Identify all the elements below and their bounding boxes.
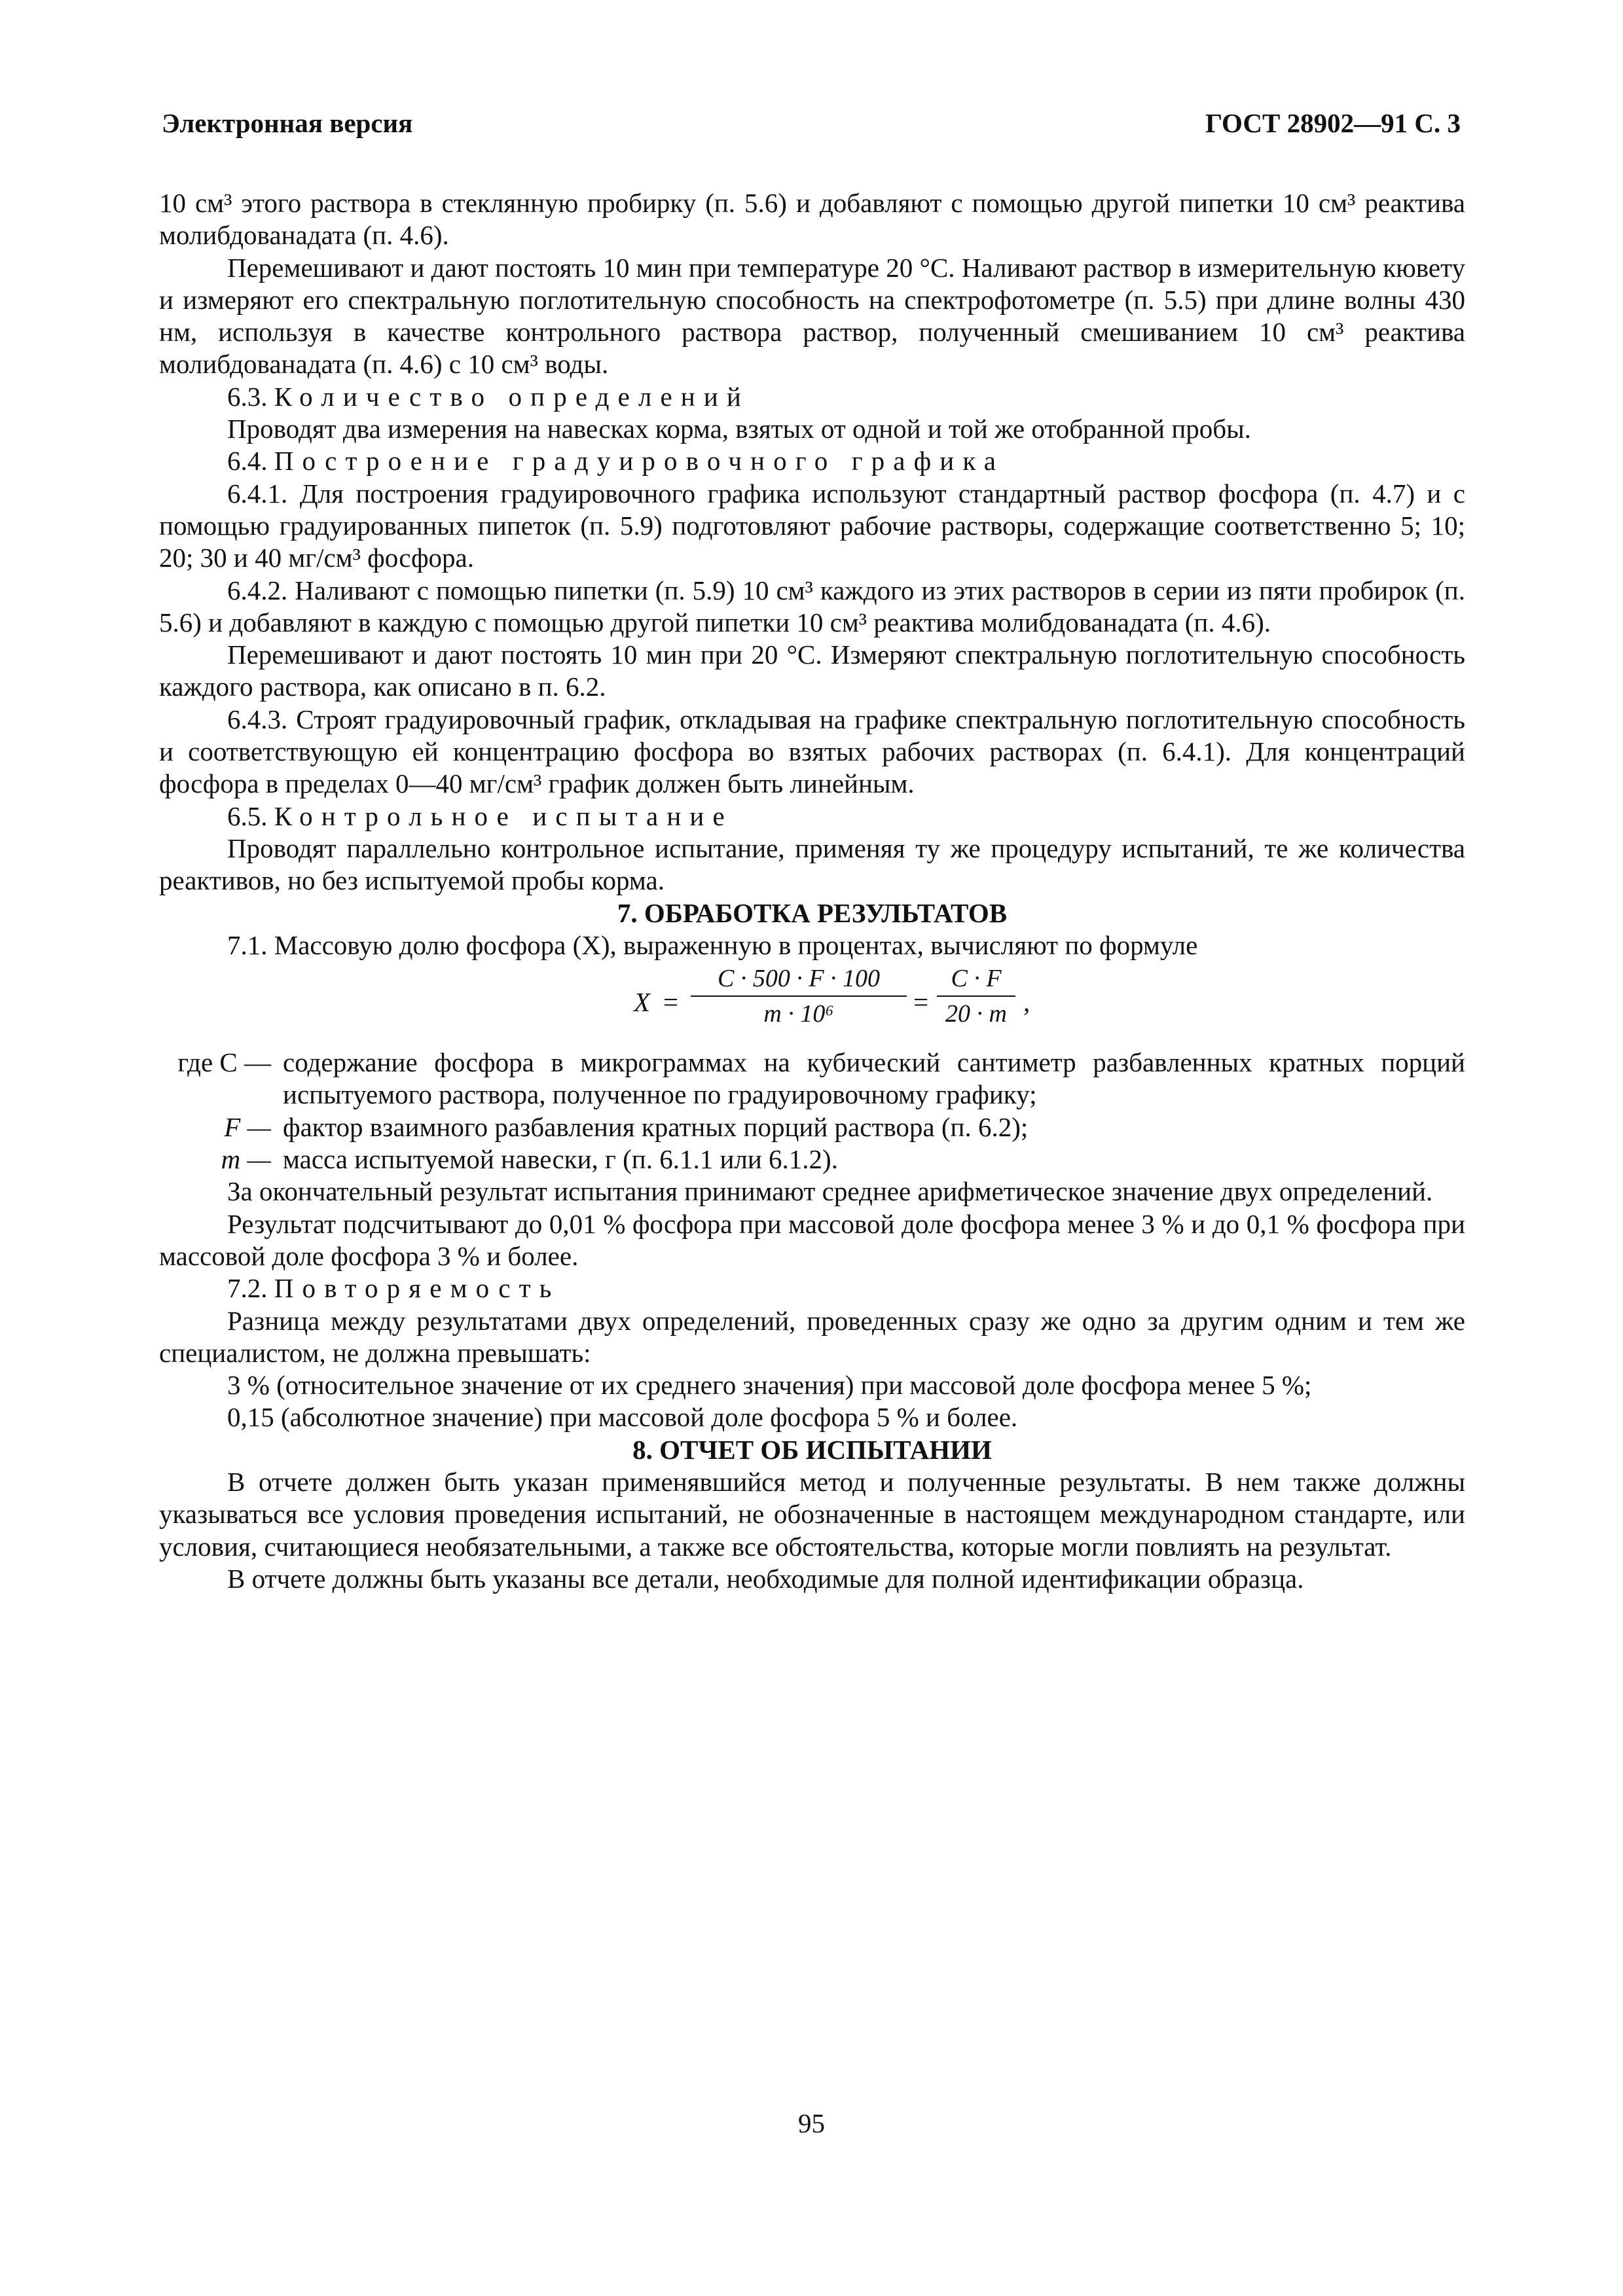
paragraph-6-4-3: 6.4.3. Строят градуировочный график, откладывая на графике спектральную поглотительную способность и соответствующую ей концентрацию фосфора во взятых рабочих растворах (п. 6.4.1). Для концентраций фосфора в пределах 0—40 мг/см³ график должен быть линейным.: [159, 704, 1465, 799]
page-number: 95: [798, 2108, 825, 2138]
formula-lhs: X: [634, 987, 651, 1018]
fraction-1-numerator: C · 500 · F · 100: [717, 965, 881, 993]
subsection-6-5: [159, 800, 1465, 833]
paragraph-final-result: За окончательный результат испытания принимают среднее арифметическое значение двух определений.: [227, 1176, 1433, 1207]
paragraph-control-test: Проводят параллельно контрольное испытание, применяя ту же процедуру испытаний, те же количества реактивов, но без испытуемой пробы корма.: [159, 833, 1465, 896]
subsection-title: Построение градуировочного графика: [274, 446, 1005, 476]
subsection-number: 7.2.: [227, 1273, 268, 1304]
paragraph-measurements: Проводят два измерения на навесках корма, взятых от одной и той же отобранной пробы.: [227, 414, 1251, 444]
paragraph-6-4-2: 6.4.2. Наливают с помощью пипетки (п. 5.9) 10 см³ каждого из этих растворов в серии из пяти пробирок (п. 5.6) и добавляют в каждую с помощью другой пипетки 10 см³ реактива молибдованадата (п. 4.6).: [159, 575, 1465, 637]
fraction-2-bar: [937, 996, 1015, 997]
subsection-number: 6.4.: [227, 446, 268, 476]
section-7-heading: 7. ОБРАБОТКА РЕЗУЛЬТАТОВ: [617, 897, 1008, 928]
definition-c: [159, 1047, 1465, 1111]
definition-text: фактор взаимного разбавления кратных порций раствора (п. 6.2);: [283, 1111, 1029, 1142]
header-standard-ref: ГОСТ 28902—91 С. 3: [1205, 108, 1461, 138]
definition-m: [159, 1143, 1465, 1175]
formula-equals-1: =: [663, 987, 679, 1018]
paragraph-repeatability-relative: 3 % (относительное значение от их среднего значения) при массовой доле фосфора менее 5 %;: [227, 1370, 1312, 1401]
subsection-number: 6.3.: [227, 381, 268, 412]
phosphorus-formula: [159, 963, 1465, 1040]
formula-fraction-2: [937, 963, 1015, 1030]
paragraph-6-4-2-mixing: Перемешивают и дают постоять 10 мин при 20 °C. Измеряют спектральную поглотительную способность каждого раствора, как описано в п. 6.2.: [159, 639, 1465, 702]
fraction-2-denominator: 20 · m: [945, 1000, 1007, 1028]
paragraph-rounding: Результат подсчитывают до 0,01 % фосфора при массовой доле фосфора менее 3 % и до 0,1 % фосфора при массовой доле фосфора 3 % и более.: [159, 1208, 1465, 1271]
definition-text: содержание фосфора в микрограммах на кубический сантиметр разбавленных кратных порций испытуемого раствора, полученное по градуировочному графику;: [283, 1047, 1465, 1110]
paragraph-continuation: 10 см³ этого раствора в стеклянную пробирку (п. 5.6) и добавляют с помощью другой пипетки 10 см³ реактива молибдованадата (п. 4.6).: [159, 188, 1465, 251]
header-edition-label: Электронная версия: [162, 108, 413, 138]
subsection-title: Количество определений: [274, 381, 750, 412]
paragraph-6-4-1: 6.4.1. Для построения градуировочного графика используют стандартный раствор фосфора (п. 4.7) и с помощью градуированных пипеток (п. 5.9) подготовляют рабочие растворы, содержащие соответственно 5; 10; 20; 30 и 40 мг/см³ фосфора.: [159, 478, 1465, 573]
fraction-1-bar: [691, 996, 907, 997]
definition-f: [159, 1111, 1465, 1143]
subsection-7-2: [159, 1272, 1465, 1304]
paragraph-mixing: Перемешивают и дают постоять 10 мин при температуре 20 °C. Наливают раствор в измерительную кювету и измеряют его спектральную поглотительную способность на спектрофотометре (п. 5.5) при длине волны 430 нм, используя в качестве контрольного раствора раствор, полученный смешиванием 10 см³ реактива молибдованадата (п. 4.6) с 10 см³ воды.: [159, 252, 1465, 380]
formula-definitions: [159, 1047, 1465, 1175]
definition-symbol: где C —: [177, 1047, 271, 1078]
definition-symbol: F —: [224, 1111, 271, 1142]
subsection-title: Повторяемость: [274, 1273, 560, 1304]
paragraph-repeatability-absolute: 0,15 (абсолютное значение) при массовой доле фосфора 5 % и более.: [227, 1402, 1018, 1433]
paragraph-report-details: В отчете должны быть указаны все детали, необходимые для полной идентификации образца.: [227, 1563, 1304, 1594]
formula-equals-2: =: [913, 987, 929, 1018]
document-body: [159, 187, 1465, 1595]
paragraph-7-1: 7.1. Массовую долю фосфора (X), выраженную в процентах, вычисляют по формуле: [227, 929, 1198, 960]
formula-comma: ,: [1023, 987, 1030, 1018]
paragraph-report-contents: В отчете должен быть указан применявшийся метод и полученные результаты. В нем также должны указываться все условия проведения испытаний, не обозначенные в настоящем международном стандарте, или условия, считающиеся необязательными, а также все обстоятельства, которые могли повлиять на результат.: [159, 1466, 1465, 1562]
paragraph-repeatability: Разница между результатами двух определений, проведенных сразу же одно за другим одним и тем же специалистом, не должна превышать:: [159, 1305, 1465, 1368]
subsection-title: Контрольное испытание: [274, 800, 733, 831]
fraction-1-denominator: m · 10⁶: [763, 1000, 834, 1028]
subsection-6-4: [159, 445, 1465, 477]
fraction-2-numerator: C · F: [951, 965, 1002, 993]
formula-fraction-1: [691, 963, 907, 1030]
section-8-heading: 8. ОТЧЕТ ОБ ИСПЫТАНИИ: [632, 1434, 992, 1465]
subsection-number: 6.5.: [227, 800, 268, 831]
subsection-6-3: [159, 381, 1465, 413]
definition-text: масса испытуемой навески, г (п. 6.1.1 или 6.1.2).: [283, 1144, 838, 1175]
definition-symbol: m —: [221, 1144, 271, 1175]
